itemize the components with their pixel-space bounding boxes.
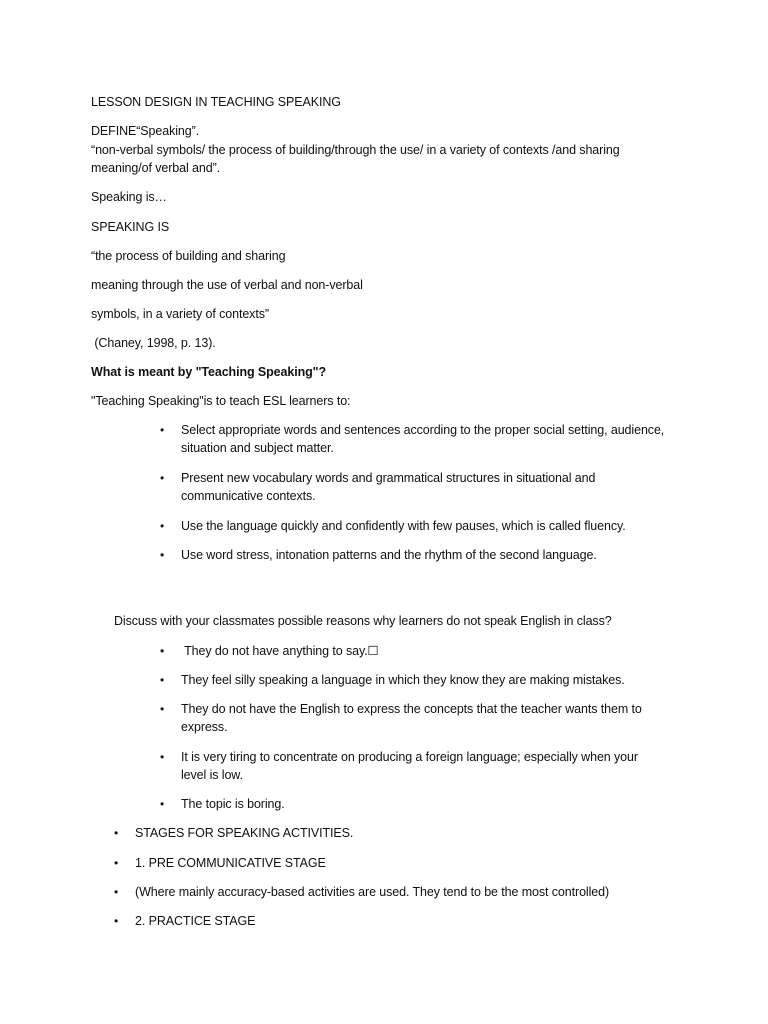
list-item-text: They do not have the English to express the concepts that the teacher wants them to express. xyxy=(181,702,642,734)
bullet-icon: • xyxy=(159,702,165,716)
speaking-is-heading: SPEAKING IS xyxy=(91,220,170,234)
bullet-icon: • xyxy=(159,797,165,811)
discuss-prompt: Discuss with your classmates possible reasons why learners do not speak English in class? xyxy=(114,614,612,628)
quote-line-1: “the process of building and sharing xyxy=(91,249,286,263)
teaching-intro: "Teaching Speaking"is to teach ESL learners to: xyxy=(91,394,351,408)
bullet-icon: • xyxy=(113,856,119,870)
list-item-text: 2. PRACTICE STAGE xyxy=(135,914,256,928)
bullet-icon: • xyxy=(159,423,165,437)
define-line: DEFINE“Speaking”. xyxy=(91,124,200,138)
bullet-icon: • xyxy=(113,826,119,840)
document-title: LESSON DESIGN IN TEACHING SPEAKING xyxy=(91,95,341,109)
bullet-icon: • xyxy=(159,750,165,764)
list-item-text: It is very tiring to concentrate on producing a foreign language; especially when your level is low. xyxy=(181,750,638,782)
bullet-icon: • xyxy=(113,914,119,928)
list-item-text: STAGES FOR SPEAKING ACTIVITIES. xyxy=(135,826,354,840)
list-item-text: Use the language quickly and confidently with few pauses, which is called fluency. xyxy=(181,519,626,533)
bullet-icon: • xyxy=(159,673,165,687)
bullet-icon: • xyxy=(159,519,165,533)
list-item-text: 1. PRE COMMUNICATIVE STAGE xyxy=(135,856,326,870)
list-item-text: Use word stress, intonation patterns and the rhythm of the second language. xyxy=(181,548,597,562)
list-item-text: They do not have anything to say.☐ xyxy=(181,644,379,658)
bullet-icon: • xyxy=(159,471,165,485)
list-item-text: Select appropriate words and sentences according to the proper social setting, audience, situation and subject matter. xyxy=(181,423,665,455)
speaking-is-text: Speaking is… xyxy=(91,190,167,204)
list-item-text: Present new vocabulary words and grammatical structures in situational and communicative contexts. xyxy=(181,471,596,503)
citation: (Chaney, 1998, p. 13). xyxy=(91,336,216,350)
quote-line-3: symbols, in a variety of contexts” xyxy=(91,307,269,321)
bullet-icon: • xyxy=(159,548,165,562)
question-heading: What is meant by "Teaching Speaking"? xyxy=(91,365,327,379)
list-item-text: (Where mainly accuracy-based activities are used. They tend to be the most controlled) xyxy=(135,885,610,899)
list-item-text: They feel silly speaking a language in which they know they are making mistakes. xyxy=(181,673,625,687)
bullet-icon: • xyxy=(113,885,119,899)
list-item-text: The topic is boring. xyxy=(181,797,285,811)
define-phrases: “non-verbal symbols/ the process of building/through the use/ in a variety of contexts /and sharing meaning/of verbal and”. xyxy=(91,143,620,175)
bullet-icon: • xyxy=(159,644,165,658)
quote-line-2: meaning through the use of verbal and non-verbal xyxy=(91,278,363,292)
